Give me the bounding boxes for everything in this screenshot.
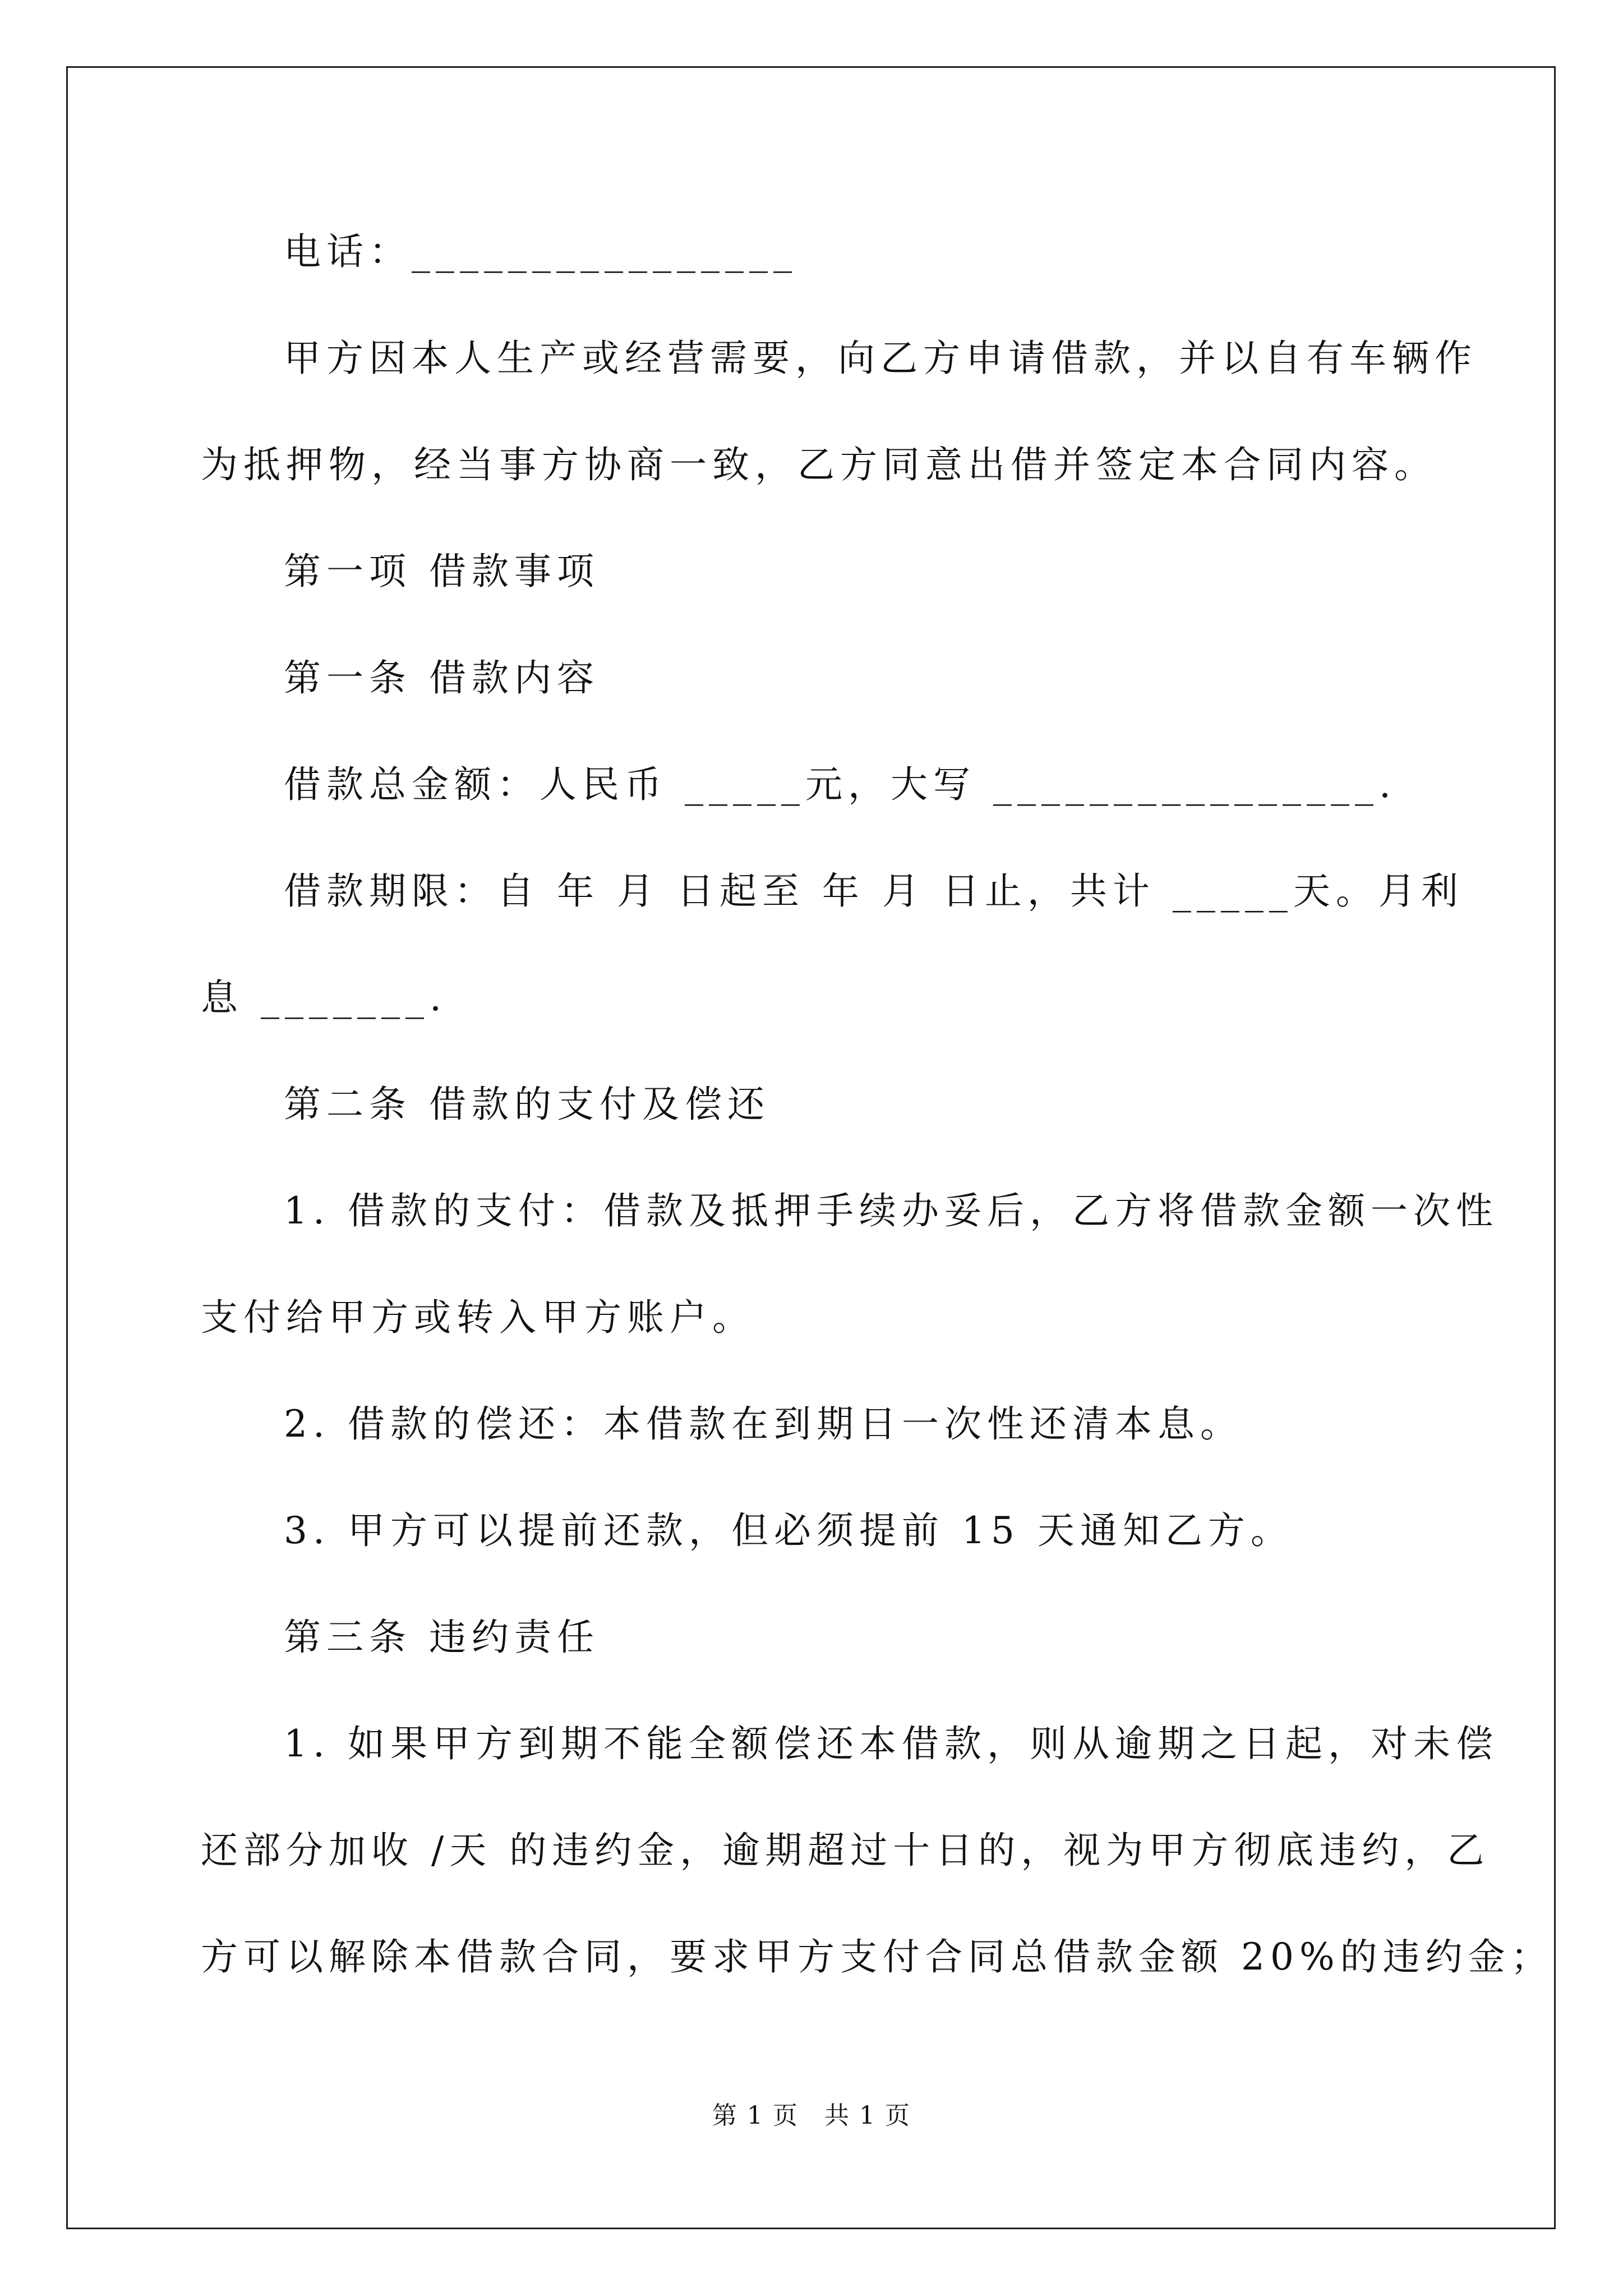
list-item-line: 2. 借款的偿还：本借款在到期日一次性还清本息。 xyxy=(284,1402,1243,1446)
page-footer: 第 1 页 共 1 页 xyxy=(712,2101,911,2130)
article-heading: 第一条 借款内容 xyxy=(284,656,600,700)
list-item-line: 支付给甲方或转入甲方账户。 xyxy=(201,1296,755,1339)
paragraph-line: 息 _______. xyxy=(201,976,447,1019)
section-heading: 第一项 借款事项 xyxy=(284,550,600,593)
list-item-line: 1. 如果甲方到期不能全额偿还本借款，则从逾期之日起，对未偿 xyxy=(284,1722,1498,1765)
paragraph-line: 甲方因本人生产或经营需要，向乙方申请借款，并以自有车辆作 xyxy=(284,337,1477,380)
paragraph-line: 借款期限：自 年 月 日起至 年 月 日止，共计 _____天。月利 xyxy=(284,869,1464,913)
list-item-line: 方可以解除本借款合同，要求甲方支付合同总借款金额 20%的违约金； xyxy=(201,1935,1553,1978)
list-item-line: 1. 借款的支付：借款及抵押手续办妥后，乙方将借款金额一次性 xyxy=(284,1189,1498,1232)
list-item-line: 3. 甲方可以提前还款，但必须提前 15 天通知乙方。 xyxy=(284,1509,1293,1552)
list-item-line: 还部分加收 /天 的违约金，逾期超过十日的，视为甲方彻底违约，乙 xyxy=(201,1829,1490,1872)
article-heading: 第二条 借款的支付及偿还 xyxy=(284,1083,770,1126)
phone-line: 电话：________________ xyxy=(284,230,797,273)
paragraph-line: 为抵押物，经当事方协商一致，乙方同意出借并签定本合同内容。 xyxy=(201,443,1437,486)
article-heading: 第三条 违约责任 xyxy=(284,1616,600,1659)
paragraph-line: 借款总金额：人民币 _____元，大写 ________________. xyxy=(284,763,1396,806)
page-border xyxy=(66,66,1556,2229)
